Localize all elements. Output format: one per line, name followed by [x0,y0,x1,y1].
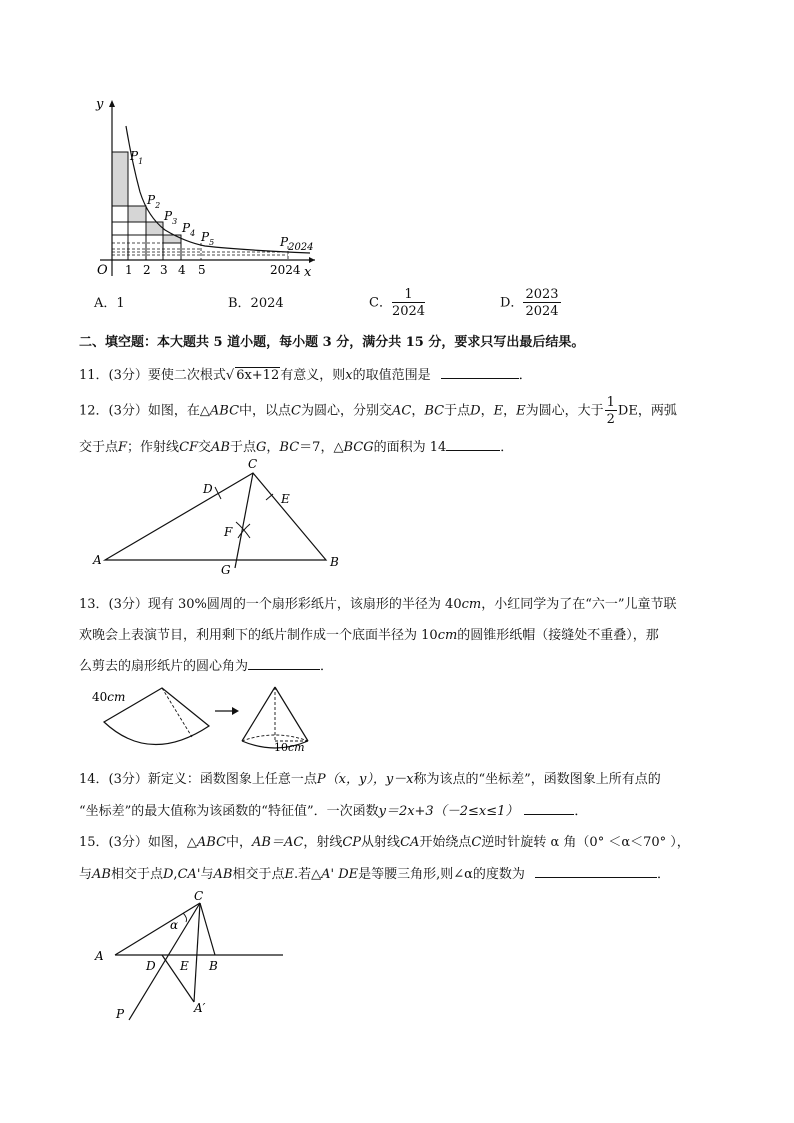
question-11 [79,364,532,383]
radius-label: 40cm [92,690,126,704]
y-axis-label: y [96,97,104,112]
option-a: A．1 [94,296,125,311]
tick-label-3: 3 [160,263,168,277]
shaded-rect-3 [146,222,163,235]
answer-blank-14[interactable] [524,801,574,815]
option-d [500,288,561,318]
label-alpha: α [170,918,179,932]
option-c-den: 2024 [391,304,426,319]
option-d-label: D． [500,295,524,311]
label-b: B [330,555,339,569]
tick-label-2: 2 [143,263,151,277]
q11-middle: 有意义，则 [280,368,346,383]
q11-radicand: 6x+12 [236,368,280,383]
origin-label: O [97,263,108,278]
point-label-p1: $P_1$ [130,149,144,166]
label-e: E [180,959,189,973]
segment-ca-prime [194,903,200,1002]
q11-prefix: 11．(3分）要使二次根式 [79,368,226,383]
shaded-rect-2 [128,206,146,222]
ray-cp [129,903,200,1020]
label-c: C [194,889,204,903]
point-label-p2024: $P_{2024}$ [280,235,314,253]
shaded-rect-4 [163,235,181,243]
q11-var: x [345,368,353,383]
answer-blank-15[interactable] [535,864,657,878]
tick-label-1: 1 [125,263,133,277]
question-12-line1: 12．(3分）如图，在△ABC中，以点C为圆心，分别交AC，BC于点D，E，E为圆心，大于 $\frac{1}{2}$ DE，两弧 [79,395,677,427]
segment-da-prime [162,955,194,1002]
shaded-rect-1 [112,152,128,206]
angle-alpha-arc [183,913,187,922]
q12-figure [90,456,350,581]
option-d-den: 2024 [525,304,559,319]
label-b: B [209,959,218,973]
question-14-line1: 14．(3分）新定义：函数图象上任意一点P（x，y），y－x称为该点的“坐标差”，函数图象上所有点的 [79,772,661,787]
label-c: C [248,457,258,471]
q13-figure [90,685,350,757]
label-a: A [95,949,104,963]
question-14-line2: “坐标差”的最大值称为该函数的“特征值”．一次函数y＝2x+3（－2≤x≤1） ． [79,800,587,819]
label-d: D [146,959,156,973]
label-a: A [93,553,102,567]
point-label-p4: $P_4$ [182,221,196,238]
question-13-line2: 欢晚会上表演节目，利用剩下的纸片制作成一个底面半径为 10cm的圆锥形纸帽（接缝处不重叠），那 [79,628,659,643]
half-fraction: $\frac{1}{2}$ [606,395,615,427]
q11-suffix: 的取值范围是 [352,368,431,383]
triangle-abc [105,473,326,560]
label-g: G [221,563,231,577]
option-b: B．2024 [228,296,284,311]
q11-end: ． [518,368,532,383]
question-13-line3: 么剪去的扇形纸片的圆心角为 ． [79,655,333,674]
x-axis-label: x [304,265,312,280]
answer-blank-12[interactable] [446,437,500,451]
option-c-label: C． [369,295,392,311]
q10-graph [90,92,330,282]
segment-ca [115,903,200,955]
sector-cut-line [162,688,192,737]
section-heading: 二、填空题：本大题共 5 道小题，每小题 3 分，满分共 15 分，要求只写出最后结果。 [79,335,585,350]
option-c-num: 1 [392,288,425,303]
question-13-line1: 13．(3分）现有 30%圆周的一个扇形彩纸片，该扇形的半径为 40cm，小红同学为了在“六一”儿童节联 [79,597,677,612]
option-d-fraction [523,288,560,318]
tick-label-2024: 2024 [270,263,301,277]
option-d-num: 2023 [525,287,559,302]
segment-cb [200,903,215,955]
y-axis-arrow [109,100,115,107]
label-a-prime: A′ [194,1001,206,1015]
point-label-p3: $P_3$ [164,209,178,226]
q15-figure [90,890,300,1025]
sqrt-symbol: √ [225,368,235,383]
ray-cf [235,473,253,568]
answer-blank-13[interactable] [248,656,320,670]
dashed-lines [112,243,288,260]
label-e: E [281,492,290,506]
point-label-p2: $P_2$ [147,193,161,210]
label-p: P [116,1007,125,1021]
tick-label-4: 4 [178,263,186,277]
question-12-line2: 交于点F；作射线CF交AB于点G，BC＝7，△BCG的面积为 14 ． [79,436,513,455]
label-d: D [203,482,213,496]
question-15-line2: 与AB相交于点D,CA'与AB相交于点E.若△A' DE是等腰三角形,则∠α的度数为 ． [79,863,670,882]
label-f: F [224,525,233,539]
question-15-line1: 15．(3分）如图，△ABC中，AB＝AC，射线CP从射线CA开始绕点C逆时针旋转 α 角（0° ＜α＜70° ）， [79,835,690,850]
point-label-p5: $P_5$ [201,230,215,247]
base-radius-label: 10cm [274,741,305,754]
x-axis-arrow [309,257,315,263]
arc-mark-e [266,494,273,500]
tick-label-5: 5 [198,263,206,277]
option-c-fraction [392,288,425,318]
arrow-head [232,707,239,715]
answer-blank-11[interactable] [441,365,519,379]
option-c [369,288,425,318]
